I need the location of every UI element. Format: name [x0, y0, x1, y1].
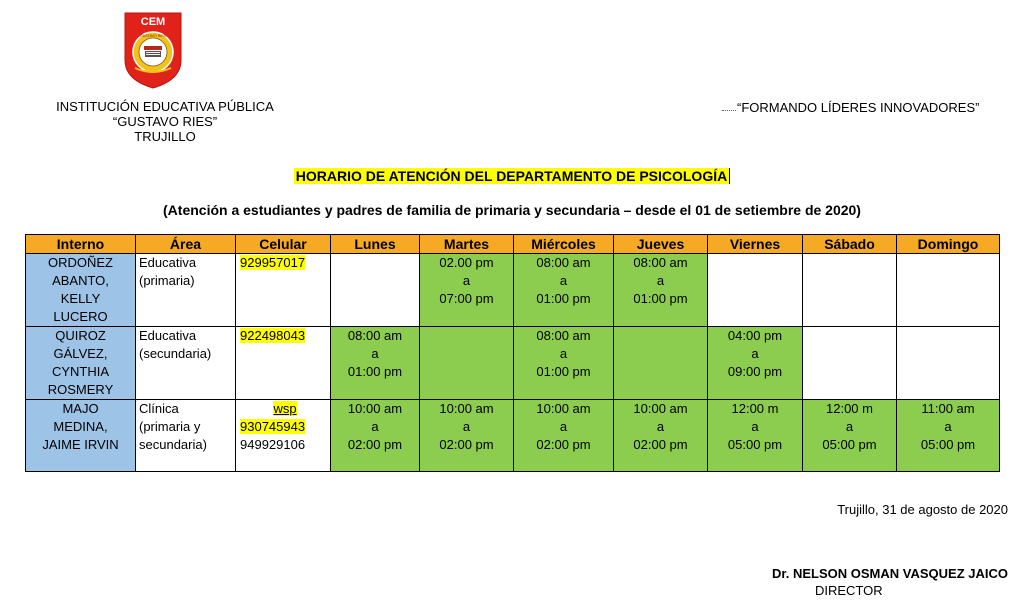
cell-line: CYNTHIA — [51, 364, 110, 379]
day-cell — [803, 400, 897, 472]
day-cell — [331, 254, 420, 327]
place-date: Trujillo, 31 de agosto de 2020 — [837, 502, 1008, 517]
document-title — [0, 168, 1024, 184]
day-cell — [420, 400, 514, 472]
cell-line: 01:00 pm — [536, 291, 591, 306]
column-header: Jueves — [614, 235, 708, 254]
column-header: Lunes — [331, 235, 420, 254]
day-cell — [708, 327, 803, 400]
cell-line: 09:00 pm — [727, 364, 783, 379]
cell-line: 12:00 m — [731, 401, 779, 416]
cell-line: QUIROZ — [55, 328, 106, 343]
cell-line: 01:00 pm — [633, 291, 688, 306]
phone-number: 930745943 — [240, 419, 306, 434]
day-cell — [897, 400, 1000, 472]
motto-text: “FORMANDO LÍDERES INNOVADORES” — [737, 100, 980, 115]
cell-line: a — [751, 346, 759, 361]
cell-line: KELLY — [60, 291, 101, 306]
signatory-name: Dr. NELSON OSMAN VASQUEZ JAICO — [772, 566, 1008, 581]
cell-line: JAIME IRVIN — [42, 437, 119, 452]
institution-school: “GUSTAVO RIES” — [112, 114, 218, 129]
column-header: Miércoles — [514, 235, 614, 254]
cell-line — [240, 400, 330, 418]
cell-line: a — [944, 419, 952, 434]
cell-line: a — [751, 419, 759, 434]
phone-cell — [236, 254, 331, 327]
day-cell — [897, 254, 1000, 327]
cell-line: Educativa — [139, 255, 197, 270]
column-header: Interno — [26, 235, 136, 254]
cell-line: 08:00 am — [536, 328, 591, 343]
day-cell — [420, 327, 514, 400]
cell-line: a — [559, 273, 568, 288]
day-cell — [331, 327, 420, 400]
day-cell — [803, 327, 897, 400]
column-header: Viernes — [708, 235, 803, 254]
whatsapp-label: wsp — [273, 401, 297, 416]
cell-line — [240, 254, 330, 272]
cell-line: 02:00 pm — [536, 437, 591, 452]
day-cell — [708, 254, 803, 327]
cell-line: 05:00 pm — [727, 437, 783, 452]
cell-line: MEDINA, — [53, 419, 108, 434]
intern-name-cell — [26, 327, 136, 400]
phone-number: 929957017 — [240, 255, 306, 270]
day-cell — [514, 254, 614, 327]
cell-line: a — [656, 419, 665, 434]
cell-line: 08:00 am — [347, 328, 403, 343]
intern-name-cell — [26, 254, 136, 327]
phone-cell — [236, 327, 331, 400]
cell-line: 08:00 am — [633, 255, 688, 270]
area-cell — [136, 327, 236, 400]
intern-name-cell — [26, 400, 136, 472]
cell-line: ORDOÑEZ — [48, 255, 113, 270]
day-cell — [897, 327, 1000, 400]
cell-line: ABANTO, — [52, 273, 109, 288]
signatory-role: DIRECTOR — [815, 583, 883, 598]
cell-line: Educativa — [139, 328, 197, 343]
column-header: Celular — [236, 235, 331, 254]
column-header: Martes — [420, 235, 514, 254]
cell-line: GÁLVEZ, — [53, 346, 108, 361]
cell-line: 10:00 am — [633, 401, 688, 416]
logo-text: CEM — [140, 16, 166, 28]
phone-cell — [236, 400, 331, 472]
cell-line: 949929106 — [240, 437, 306, 452]
cell-line: (secundaria) — [139, 346, 212, 361]
institution-city: TRUJILLO — [134, 129, 196, 144]
cell-line: a — [845, 419, 854, 434]
cell-line: (primaria y — [139, 419, 201, 434]
cell-line: Clínica — [139, 401, 179, 416]
day-cell — [331, 400, 420, 472]
cell-line: 01:00 pm — [347, 364, 403, 379]
day-cell — [420, 254, 514, 327]
day-cell — [514, 327, 614, 400]
table-row — [26, 400, 1000, 472]
cell-line: 02:00 pm — [439, 437, 494, 452]
institution-block — [40, 99, 290, 144]
cell-line: 10:00 am — [536, 401, 591, 416]
cell-line: a — [559, 419, 568, 434]
cell-line: 07:00 pm — [439, 291, 494, 306]
cell-line: ROSMERY — [47, 382, 114, 397]
cell-line: 12:00 m — [826, 401, 873, 416]
cell-line: 02:00 pm — [347, 437, 403, 452]
institution-name: INSTITUCIÓN EDUCATIVA PÚBLICA — [56, 99, 274, 114]
cell-line: a — [371, 419, 379, 434]
cell-line: MAJO — [62, 401, 99, 416]
cell-line: LUCERO — [53, 309, 108, 324]
cell-line: 10:00 am — [439, 401, 494, 416]
area-cell — [136, 254, 236, 327]
cell-line — [240, 327, 330, 345]
cell-line: a — [559, 346, 568, 361]
cell-line: 01:00 pm — [536, 364, 591, 379]
cell-line: a — [462, 419, 471, 434]
cell-line: 05:00 pm — [920, 437, 976, 452]
cell-line: 08:00 am — [536, 255, 591, 270]
cell-line: 02:00 pm — [633, 437, 688, 452]
column-header: Sábado — [803, 235, 897, 254]
day-cell — [803, 254, 897, 327]
cell-line: a — [462, 273, 471, 288]
school-crest-logo — [122, 10, 184, 90]
logo-ring-text: GUSTAVO RIES — [140, 34, 166, 38]
cell-line: 04:00 pm — [727, 328, 783, 343]
cell-line: a — [371, 346, 379, 361]
cell-line: secundaria) — [139, 437, 207, 452]
document-subtitle: (Atención a estudiantes y padres de familia de primaria y secundaria – desde el 01 de setiembre de 2020) — [163, 202, 861, 218]
day-cell — [614, 327, 708, 400]
cell-line — [240, 418, 330, 436]
cell-line: 02.00 pm — [439, 255, 494, 270]
schedule-header-row — [26, 235, 1000, 254]
day-cell — [514, 400, 614, 472]
column-header: Área — [136, 235, 236, 254]
motto — [722, 100, 979, 115]
day-cell — [614, 254, 708, 327]
day-cell — [614, 400, 708, 472]
table-row — [26, 327, 1000, 400]
column-header: Domingo — [897, 235, 1000, 254]
cell-line: 11:00 am — [921, 401, 975, 416]
phone-number: 922498043 — [240, 328, 306, 343]
table-row — [26, 254, 1000, 327]
spellcheck-underline-icon — [722, 106, 736, 111]
document-title-text: HORARIO DE ATENCIÓN DEL DEPARTAMENTO DE PSICOLOGÍA — [294, 168, 730, 184]
cell-line: 05:00 pm — [822, 437, 877, 452]
area-cell — [136, 400, 236, 472]
day-cell — [708, 400, 803, 472]
schedule-table — [25, 234, 1000, 472]
cell-line: a — [656, 273, 665, 288]
cell-line: 10:00 am — [347, 401, 403, 416]
cell-line: (primaria) — [139, 273, 195, 288]
